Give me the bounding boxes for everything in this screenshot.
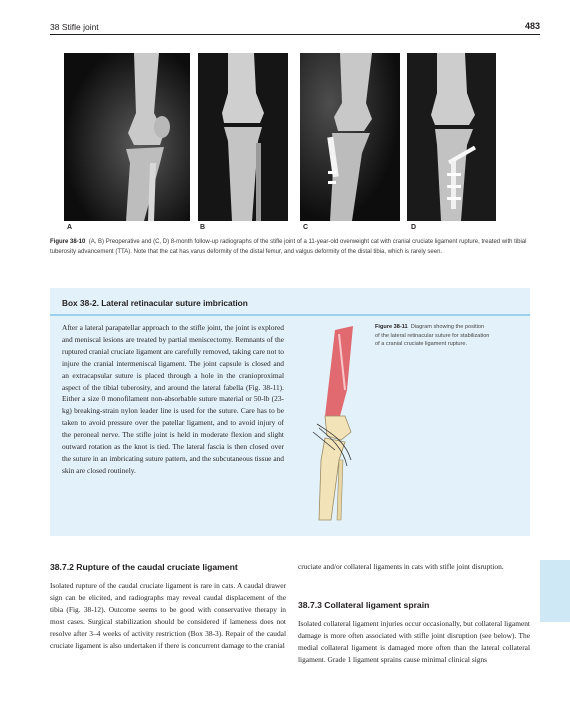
panel-label-c: C (303, 224, 309, 231)
stifle-diagram (295, 320, 367, 530)
panel-label-d: D (411, 224, 417, 231)
page-number: 483 (524, 21, 540, 31)
heading-collateral: 38.7.3 Collateral ligament sprain (298, 600, 430, 610)
box-body: After a lateral parapatellar approach to the stifle joint, the joint is explored and meniscal lesions are treated by partial meniscectomy. Remnants of the ruptured cranial cruciate ligament are carefully removed, taking care not to injure the cranial intermeniscal ligament. The joint capsule is closed and an extracapsular suture is placed through a hole in the cranioproximal aspect of the tibial tuberosity, and around the lateral fabella (Fig. 38-11). Either a size 0 monofilament non-absorbable suture material or 50-lb (23-kg) breaking-strain nylon leader line is used for the suture. Care has to be taken to avoid pressure over the patellar ligament, and to avoid injury of the peroneal nerve. The stifle joint is held in moderate flexion and slight outward rotation as the knot is tied. The lateral fascia is then closed over the suture in an imbricating suture pattern, and the subcutaneous tissue and skin are closed routinely. (62, 323, 284, 475)
header-rule (50, 34, 540, 35)
caption-text: (A, B) Preoperative and (C, D) 8-month follow-up radiographs of the stifle joint of a 11-year-old overweight cat with cranial cruciate ligament rupture, treated with tibial tuberosity advancement (TTA). Note that the cat has varus deformity of the distal femur, and valgus deformity of the distal tibia, which is rarely seen. (50, 239, 527, 255)
figure-label: Figure 38-10 (50, 239, 86, 245)
figure-38-11-caption (375, 323, 490, 349)
chapter-thumb-tab (540, 560, 570, 622)
heading-caudal-cruciate: 38.7.2 Rupture of the caudal cruciate ligament (50, 562, 238, 572)
right-column-continuation: cruciate and/or collateral ligaments in cats with stifle joint disruption. (298, 562, 504, 571)
caudal-cruciate-body: Isolated rupture of the caudal cruciate ligament is rare in cats. A caudal drawer sign can be elicited, and radiographs may reveal caudal displacement of the tibia (Fig. 38-12). Outcome seems to be good with conservative therapy in most cases. Surgical stabilization should be considered if lameness does not resolve after 3–4 weeks of activity restriction (Box 38-3). Repair of the caudal cruciate ligament is also undertaken if there is concurrent damage to the cranial (50, 581, 286, 650)
panel-label-a: A (67, 224, 73, 231)
panel-label-b: B (200, 224, 206, 231)
collateral-body: Isolated collateral ligament injuries occur occasionally, but collateral ligament damage is more often associated with stifle joint disruption (see below). The medial collateral ligament is damaged more often than the lateral collateral ligament. Grade 1 ligament sprains cause minimal clinical signs (298, 619, 530, 664)
radiograph-c (300, 53, 400, 221)
box-title: Box 38-2. Lateral retinacular suture imbrication (62, 298, 248, 308)
figure-38-10-caption (50, 237, 530, 257)
figure-38-11-label: Figure 38-11 (375, 324, 408, 330)
radiograph-b (198, 53, 288, 221)
box-divider (50, 314, 530, 316)
radiograph-d (407, 53, 496, 221)
radiograph-a (64, 53, 190, 221)
figure-38-11-text: Diagram showing the position of the lateral retinacular suture for stabilization of a cranial cruciate ligament rupture. (375, 324, 490, 347)
running-header: 38 Stifle joint (50, 22, 99, 32)
